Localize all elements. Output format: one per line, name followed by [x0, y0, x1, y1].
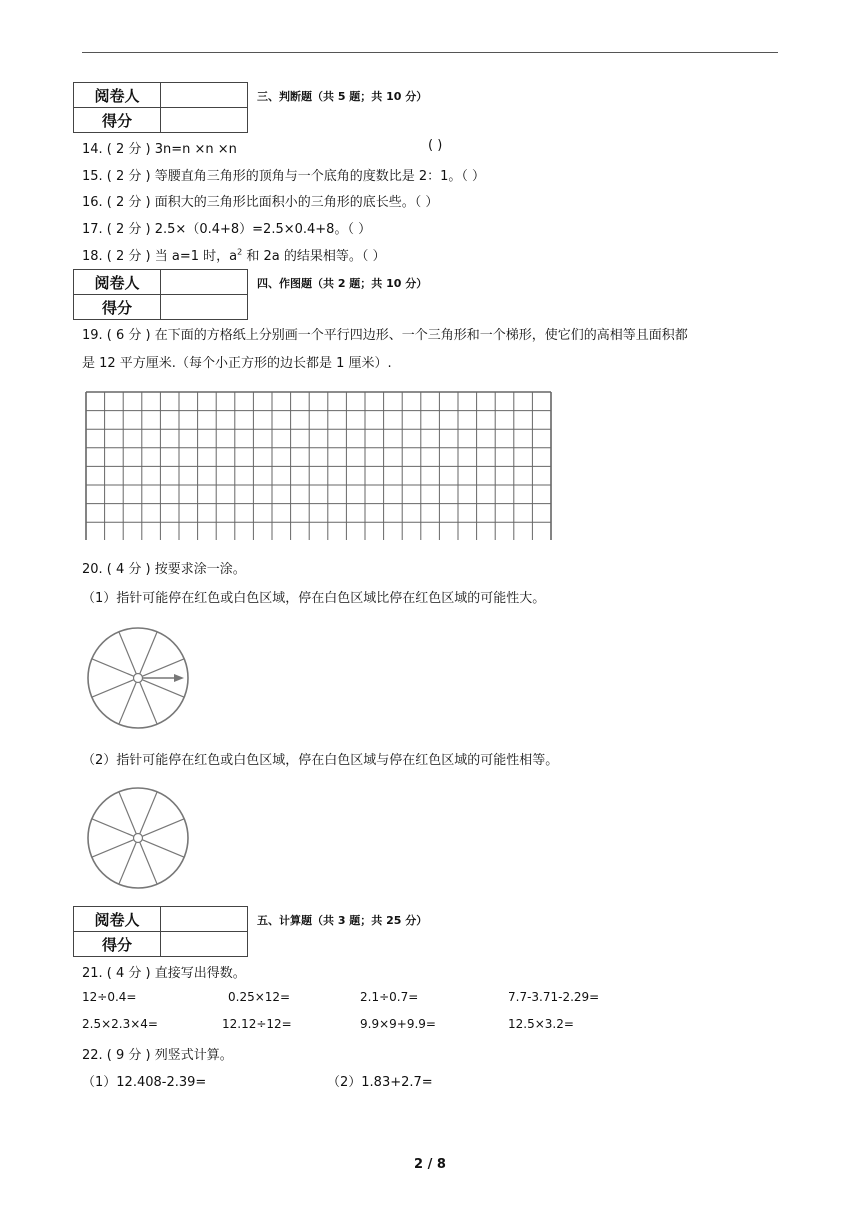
score-cell[interactable]	[161, 295, 248, 320]
question-14: 14. ( 2 分 ) 3n=n ×n ×n	[82, 142, 237, 157]
calc-item: 12.12÷12=	[222, 1017, 292, 1031]
spinner-divider	[92, 819, 134, 836]
spinner-divider	[140, 632, 157, 674]
question-18-sup: 2	[237, 247, 243, 257]
question-19-line2: 是 12 平方厘米.（每个小正方形的边长都是 1 厘米）.	[82, 356, 392, 371]
reviewer-cell[interactable]	[161, 270, 248, 295]
question-22-part1: （1）12.408-2.39=	[82, 1075, 207, 1090]
spinner-divider	[92, 659, 134, 676]
reviewer-label: 阅卷人	[74, 83, 161, 108]
score-cell[interactable]	[161, 108, 248, 133]
spinner-hub	[134, 834, 143, 843]
question-21: 21. ( 4 分 ) 直接写出得数。	[82, 966, 246, 981]
score-label: 得分	[74, 108, 161, 133]
spinner-pointer-head	[174, 674, 184, 682]
question-20-part2: （2）指针可能停在红色或白色区域，停在白色区域与停在红色区域的可能性相等。	[82, 753, 559, 768]
question-22-part2: （2）1.83+2.7=	[327, 1075, 433, 1090]
spinner-divider	[119, 842, 136, 884]
calc-item: 2.5×2.3×4=	[82, 1017, 158, 1031]
score-label: 得分	[74, 932, 161, 957]
section-title-judge: 三、判断题（共 5 题；共 10 分）	[257, 90, 428, 103]
spinner-divider	[92, 680, 134, 697]
spinner-divider	[140, 682, 157, 724]
score-table-1	[73, 82, 248, 133]
header-rule	[82, 52, 778, 53]
question-15: 15. ( 2 分 ) 等腰直角三角形的顶角与一个底角的度数比是 2：1。（ ）	[82, 169, 486, 184]
question-14-paren: ( )	[428, 138, 443, 153]
reviewer-cell[interactable]	[161, 83, 248, 108]
page-number: 2 / 8	[414, 1157, 446, 1172]
calc-item: 0.25×12=	[228, 990, 291, 1004]
calc-item: 9.9×9+9.9=	[360, 1017, 436, 1031]
score-label: 得分	[74, 295, 161, 320]
score-cell[interactable]	[161, 932, 248, 957]
spinner-wheel-1[interactable]	[84, 624, 194, 734]
reviewer-label: 阅卷人	[74, 907, 161, 932]
reviewer-label: 阅卷人	[74, 270, 161, 295]
spinner-divider	[92, 840, 134, 857]
spinner-divider	[119, 632, 136, 674]
question-18-post: 和 2a 的结果相等。（ ）	[242, 249, 386, 264]
spinner-divider	[142, 819, 184, 836]
question-18	[82, 245, 386, 264]
section-title-draw: 四、作图题（共 2 题；共 10 分）	[257, 277, 428, 290]
question-20-part1: （1）指针可能停在红色或白色区域，停在白色区域比停在红色区域的可能性大。	[82, 591, 546, 606]
question-18-pre: 18. ( 2 分 ) 当 a=1 时，a	[82, 249, 238, 264]
question-19-line1: 19. ( 6 分 ) 在下面的方格纸上分别画一个平行四边形、一个三角形和一个梯形，使它们的高相等且面积都	[82, 328, 688, 343]
graph-paper-grid[interactable]	[84, 390, 560, 540]
section-title-calc: 五、计算题（共 3 题；共 25 分）	[257, 914, 428, 927]
question-20: 20. ( 4 分 ) 按要求涂一涂。	[82, 562, 246, 577]
question-17: 17. ( 2 分 ) 2.5×（0.4+8）=2.5×0.4+8。（ ）	[82, 222, 372, 237]
calc-item: 2.1÷0.7=	[360, 990, 419, 1004]
reviewer-cell[interactable]	[161, 907, 248, 932]
score-table-2	[73, 269, 248, 320]
spinner-divider	[140, 842, 157, 884]
spinner-divider	[140, 792, 157, 834]
spinner-divider	[119, 792, 136, 834]
spinner-divider	[142, 840, 184, 857]
calc-item: 12.5×3.2=	[508, 1017, 574, 1031]
question-16: 16. ( 2 分 ) 面积大的三角形比面积小的三角形的底长些。（ ）	[82, 195, 439, 210]
spinner-divider	[119, 682, 136, 724]
spinner-divider	[142, 659, 184, 676]
spinner-hub	[134, 674, 143, 683]
spinner-wheel-2[interactable]	[84, 784, 194, 894]
calc-item: 7.7-3.71-2.29=	[508, 990, 600, 1004]
calc-item: 12÷0.4=	[82, 990, 137, 1004]
question-22: 22. ( 9 分 ) 列竖式计算。	[82, 1048, 233, 1063]
score-table-3	[73, 906, 248, 957]
spinner-divider	[142, 680, 184, 697]
